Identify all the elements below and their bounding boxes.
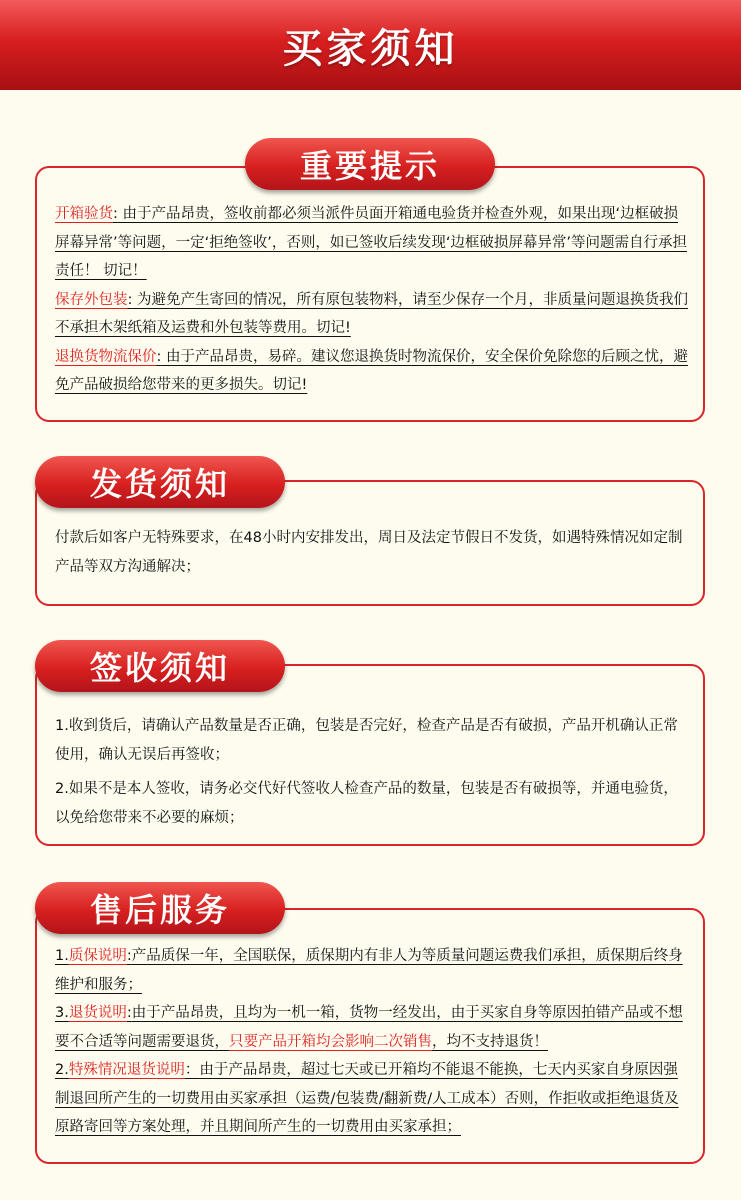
aftersale-item: 3.退货说明:由于产品昂贵，且均为一机一箱，货物一经发出，由于买家自身等原因拍错产品或不想要不合适等问题需要退货，只要产品开箱均会影响二次销售，均不支持退货！	[55, 1005, 683, 1050]
notice-item-text: 由于产品昂贵，签收前都必须当派件员面开箱通电验货并检查外观，如果出现‘边框破损屏幕异常’等问题，一定‘拒绝签收’，否则，如已签收后续发现‘边框破损屏幕异常’等问题需自行承担责任！ 切记！	[55, 206, 688, 279]
aftersale-item: 2.特殊情况退货说明：由于产品昂贵，超过七天或已开箱均不能退不能换，七天内买家自身原因强制退回所产生的一切费用由买家承担（运费/包装费/翻新费/人工成本）否则，作拒收或拒绝退货及原路寄回等方案处理，并且期间所产生的一切费用由买家承担；	[55, 1062, 679, 1135]
notice-item: 退换货物流保价: 由于产品昂贵，易碎。建议您退换货时物流保价，安全保价免除您的后顾之忧，避免产品破损给您带来的更多损失。切记!	[55, 348, 688, 393]
aftersale-heading: 售后服务	[35, 882, 285, 934]
receipt-item: 1.收到货后，请确认产品数量是否正确，包装是否完好，检查产品是否有破损，产品开机确认正常使用，确认无误后再签收；	[55, 718, 678, 763]
notice-heading: 重要提示	[245, 138, 495, 190]
receipt-text	[55, 712, 689, 832]
aftersale-text	[55, 942, 689, 1142]
aftersale-section	[35, 908, 705, 1164]
notice-item-text: 由于产品昂贵，易碎。建议您退换货时物流保价，安全保价免除您的后顾之忧，避免产品破损给您带来的更多损失。切记!	[55, 348, 688, 393]
aftersale-item-label: 特殊情况退货说明	[68, 1062, 185, 1078]
shipping-heading: 发货须知	[35, 456, 285, 508]
notice-item-label: 开箱验货	[55, 206, 113, 222]
notice-item-label: 退换货物流保价	[55, 348, 157, 365]
notice-item: 开箱验货: 由于产品昂贵，签收前都必须当派件员面开箱通电验货并检查外观，如果出现‘边框破损屏幕异常’等问题，一定‘拒绝签收’，否则，如已签收后续发现‘边框破损屏幕异常’等问题需自行承担责任！ 切记！	[55, 206, 688, 279]
aftersale-item-label: 质保说明	[68, 948, 127, 964]
aftersale-highlight: 只要产品开箱均会影响二次销售	[229, 1033, 432, 1050]
receipt-item: 2.如果不是本人签收，请务必交代好代签收人检查产品的数量，包装是否有破损等，并通电验货，以免给您带来不必要的麻烦；	[55, 781, 678, 826]
notice-item: 保存外包装: 为避免产生寄回的情况，所有原包装物料，请至少保存一个月，非质量问题退换货我们不承担木架纸箱及运费和外包装等费用。切记!	[55, 291, 688, 336]
aftersale-item-label: 退货说明	[68, 1005, 127, 1021]
notice-text	[55, 200, 689, 400]
page-title: 买家须知	[282, 25, 459, 72]
notice-section	[35, 166, 705, 422]
notice-item-text: 为避免产生寄回的情况，所有原包装物料，请至少保存一个月，非质量问题退换货我们不承担木架纸箱及运费和外包装等费用。切记!	[55, 291, 688, 336]
header-banner	[0, 0, 741, 90]
notice-item-label: 保存外包装	[55, 291, 128, 308]
shipping-text: 付款后如客户无特殊要求，在48小时内安排发出，周日及法定节假日不发货，如遇特殊情况如定制产品等双方沟通解决；	[55, 530, 683, 575]
receipt-heading: 签收须知	[35, 640, 285, 692]
aftersale-item: 1.质保说明:产品质保一年，全国联保，质保期内有非人为等质量问题运费我们承担，质保期后终身维护和服务；	[55, 948, 683, 993]
